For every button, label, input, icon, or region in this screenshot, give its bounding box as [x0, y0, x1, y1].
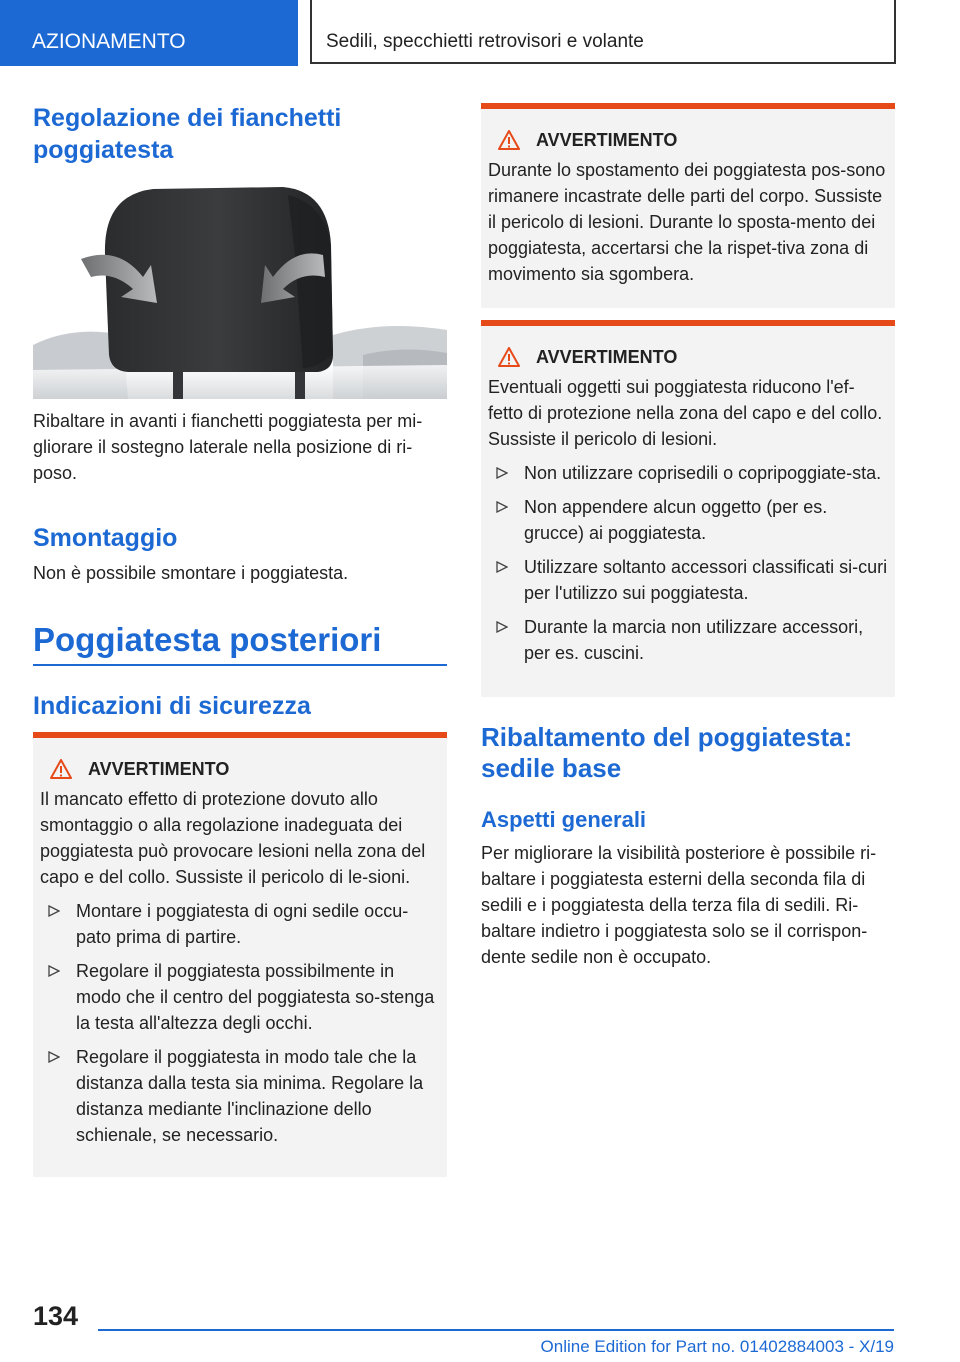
list-item-text: Regolare il poggiatesta in modo tale che la distanza dalla testa sia minima. Regolare la distanza mediante l'inclinazione dello schienale, se necessario.: [76, 1047, 424, 1145]
warning-box-sicurezza: [33, 732, 447, 1177]
list-item: [40, 1044, 440, 1148]
heading-fianchetti: Regolazione dei fianchetti poggiatesta: [33, 104, 342, 164]
section-tab: AZIONAMENTO: [0, 0, 298, 66]
list-item: [488, 554, 888, 606]
warning-header: [50, 756, 440, 782]
headrest-side-wings-illustration-icon: [33, 185, 447, 399]
footer-rule: [98, 1329, 894, 1331]
edition-note: Online Edition for Part no. 01402884003 - X/19: [540, 1337, 894, 1356]
heading-sicurezza: Indicazioni di sicurezza: [33, 692, 311, 720]
chapter-title: Sedili, specchietti retrovisori e volante: [310, 0, 896, 64]
list-item: [488, 460, 888, 486]
warning-triangle-icon: [498, 130, 520, 150]
warning-box-oggetti: [481, 320, 895, 697]
list-item-text: Durante la marcia non utilizzare accessori, per es. cuscini.: [524, 617, 864, 663]
warning-title: AVVERTIMENTO: [536, 129, 678, 150]
heading-ribaltamento: Ribaltamento del poggiatesta: sedile base: [481, 722, 853, 783]
list-item-text: Non appendere alcun oggetto (per es. grucce) ai poggiatesta.: [524, 497, 828, 543]
warning-text: Il mancato effetto di protezione dovuto allo smontaggio o alla regolazione inadeguata dei poggiatesta può provocare lesioni nella zona del capo e del collo. Sussiste il pericolo di le-sioni.: [40, 789, 426, 887]
warning-box-spostamento: [481, 103, 895, 308]
triangle-bullet-icon: [48, 1051, 60, 1063]
warning-header: [498, 344, 888, 370]
heading-aspetti-generali: Aspetti generali: [481, 807, 647, 832]
list-item: [488, 494, 888, 546]
triangle-bullet-icon: [496, 501, 508, 513]
section-rule: [33, 664, 447, 666]
warning-title: AVVERTIMENTO: [536, 346, 678, 367]
list-item: [40, 958, 440, 1036]
triangle-bullet-icon: [48, 905, 60, 917]
list-item-text: Utilizzare soltanto accessori classificati si-curi per l'utilizzo sui poggiatesta.: [524, 557, 888, 603]
list-item-text: Non utilizzare coprisedili o copripoggiate-sta.: [524, 463, 882, 483]
heading-smontaggio: Smontaggio: [33, 524, 178, 552]
headrest-figure: [33, 185, 447, 399]
para-ribaltare: Ribaltare in avanti i fianchetti poggiatesta per mi-gliorare il sostegno laterale nella posizione di ri-poso.: [33, 411, 423, 483]
para-aspetti-generali: Per migliorare la visibilità posteriore è possibile ri-baltare i poggiatesta esterni della seconda fila di sedili e i poggiatesta della terza fila di sedili. Ri-baltare indietro i poggiatesta solo se il corrispon-dente sedile non è occupato.: [481, 843, 877, 967]
page-header: [0, 0, 960, 66]
list-item-text: Regolare il poggiatesta possibilmente in modo che il centro del poggiatesta so-stenga la testa all'altezza degli occhi.: [76, 961, 435, 1033]
triangle-bullet-icon: [496, 561, 508, 573]
warning-text: Eventuali oggetti sui poggiatesta riducono l'ef-fetto di protezione nella zona del capo e del collo. Sussiste il pericolo di lesioni.: [488, 377, 883, 449]
page-number: 134: [33, 1301, 79, 1331]
warning-list: [40, 898, 440, 1148]
warning-triangle-icon: [50, 759, 72, 779]
warning-list: [488, 460, 888, 666]
warning-header: [498, 127, 888, 153]
triangle-bullet-icon: [48, 965, 60, 977]
warning-triangle-icon: [498, 347, 520, 367]
section-title: Poggiatesta posteriori: [33, 621, 382, 658]
triangle-bullet-icon: [496, 621, 508, 633]
list-item: [488, 614, 888, 666]
list-item-text: Montare i poggiatesta di ogni sedile occu-pato prima di partire.: [76, 901, 409, 947]
warning-text: Durante lo spostamento dei poggiatesta pos-sono rimanere incastrate delle parti del corpo. Sussiste il pericolo di lesioni. Durante lo sposta-mento dei poggiatesta, accertarsi che la rispet-tiva zona di movimento sia sgombera.: [488, 160, 886, 284]
triangle-bullet-icon: [496, 467, 508, 479]
para-smontaggio: Non è possibile smontare i poggiatesta.: [33, 563, 349, 583]
warning-title: AVVERTIMENTO: [88, 758, 230, 779]
list-item: [40, 898, 440, 950]
